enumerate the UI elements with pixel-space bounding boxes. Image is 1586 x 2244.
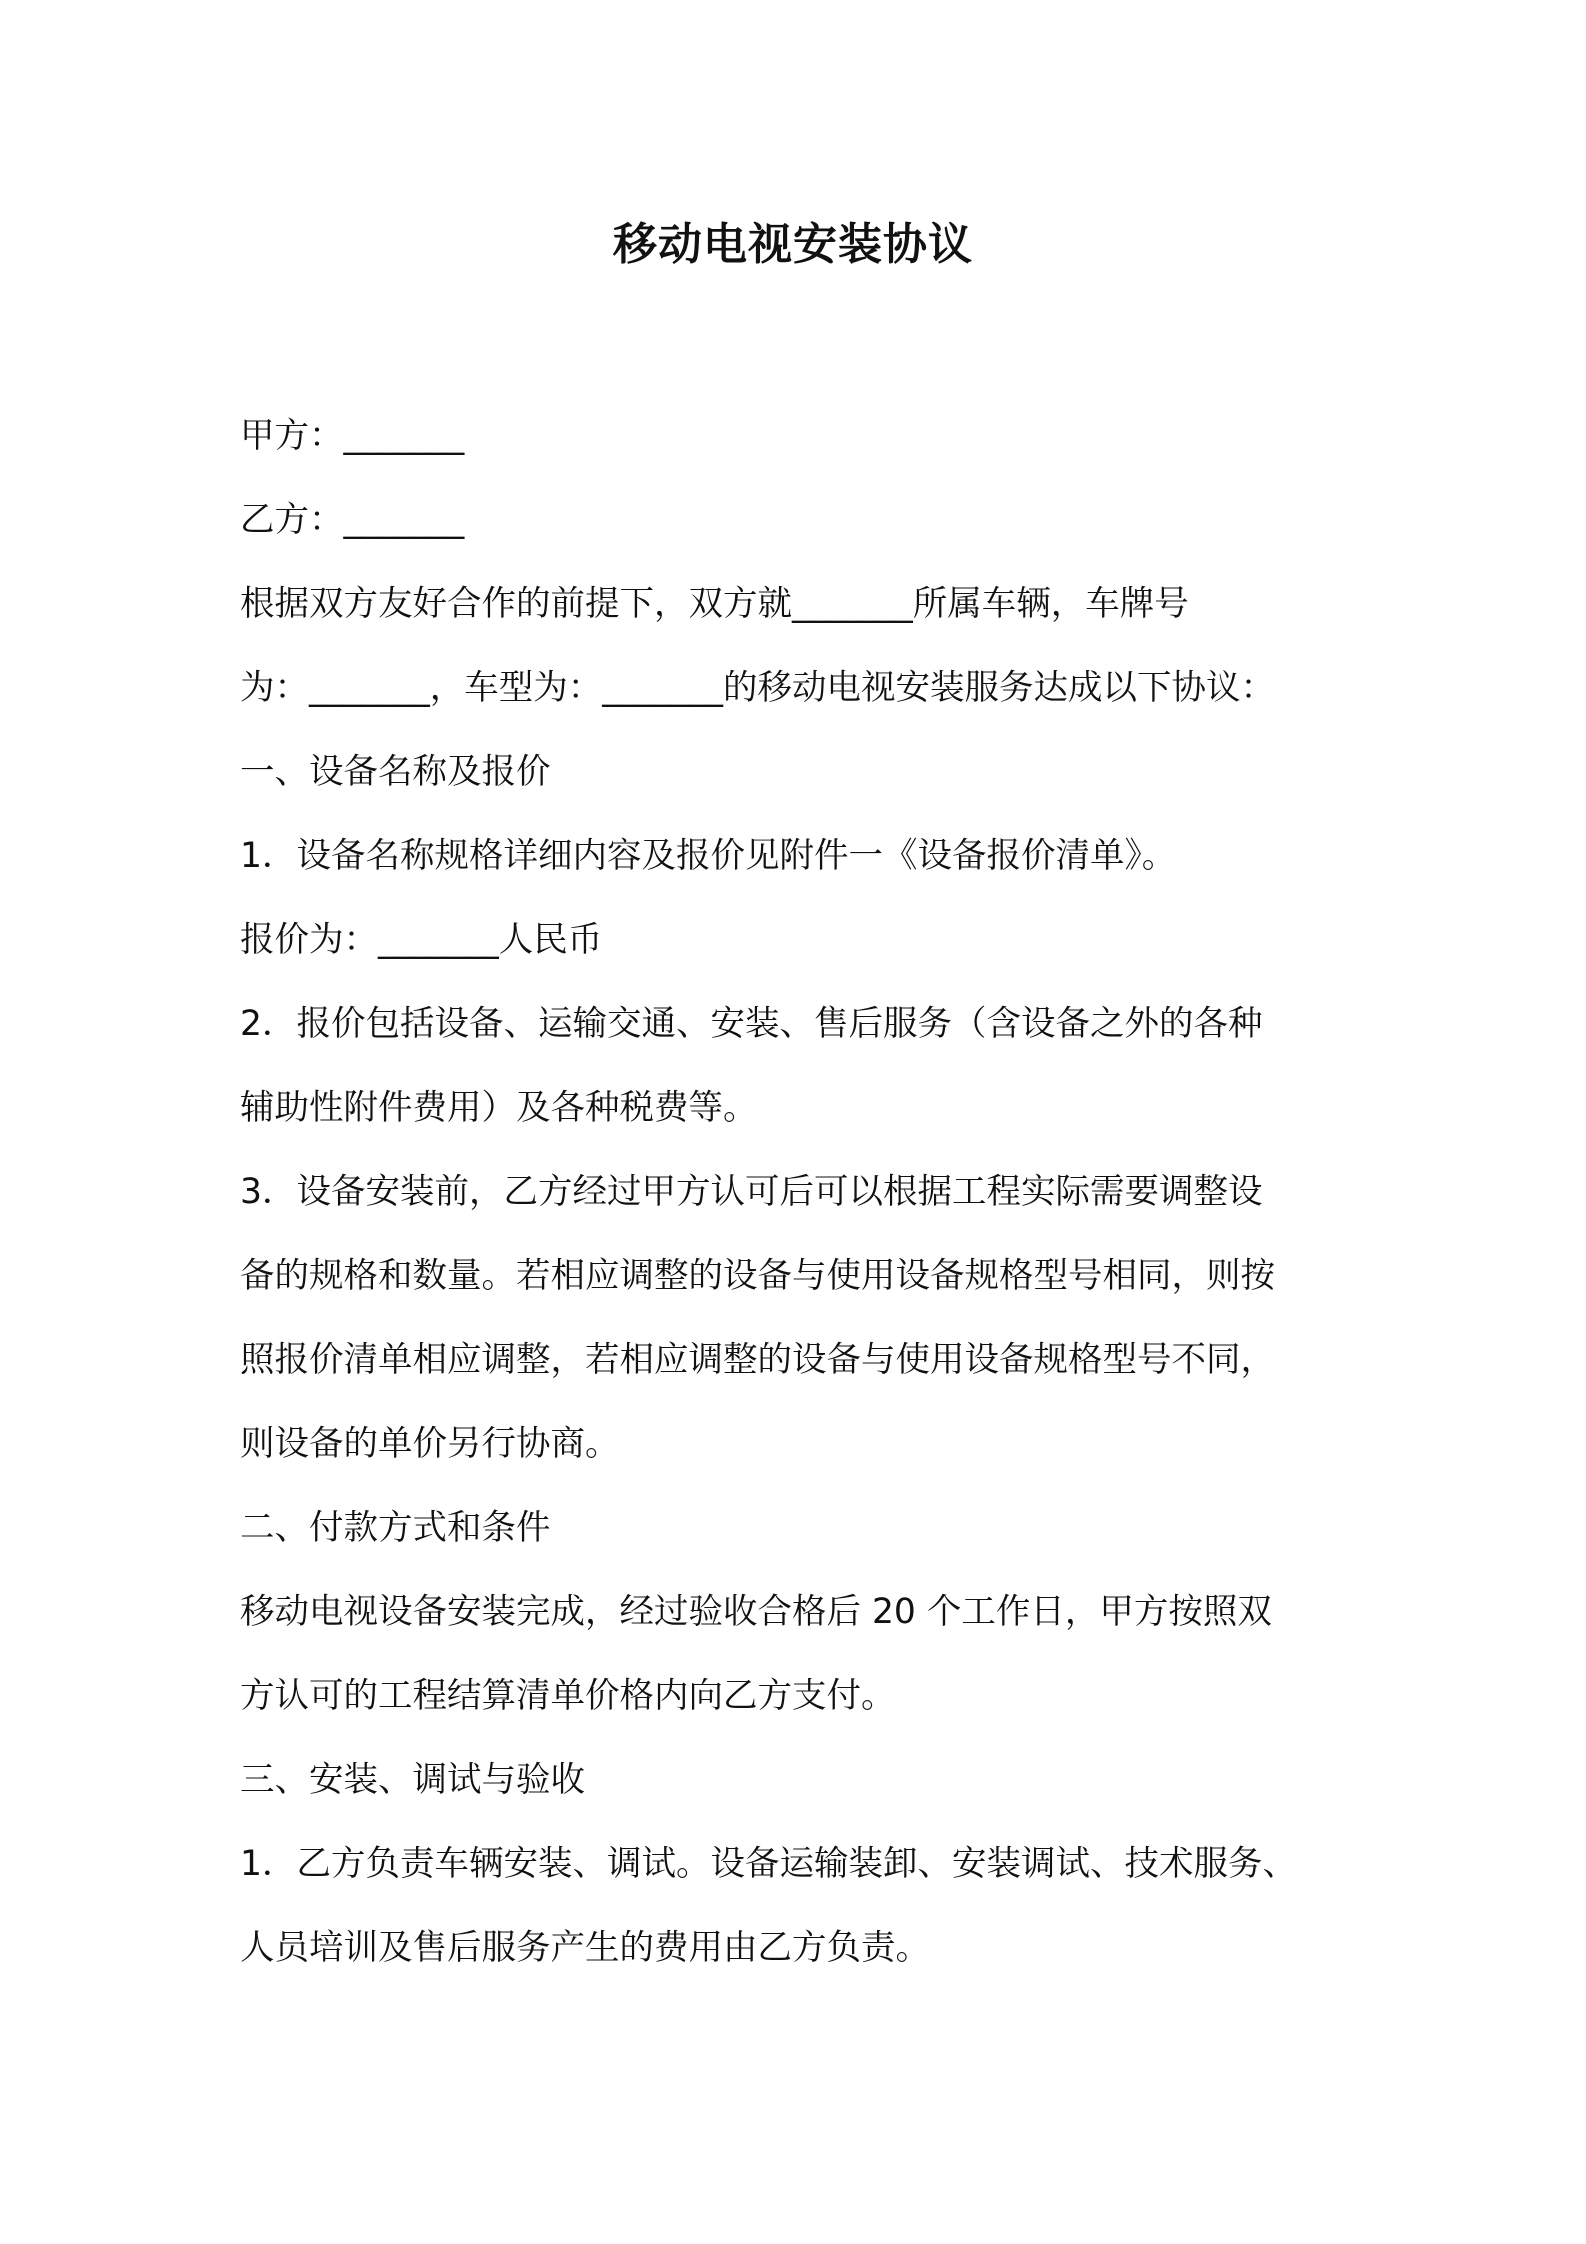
section-heading: 三、安装、调试与验收	[240, 1760, 585, 1800]
paragraph-line: 1．设备名称规格详细内容及报价见附件一《设备报价清单》。	[240, 836, 1177, 876]
party-b-line: 乙方：_______	[240, 500, 465, 540]
section-heading: 一、设备名称及报价	[240, 752, 551, 792]
paragraph-line: 照报价清单相应调整，若相应调整的设备与使用设备规格型号不同，	[240, 1340, 1275, 1380]
paragraph-line: 辅助性附件费用）及各种税费等。	[240, 1088, 758, 1128]
paragraph-line: 1．乙方负责车辆安装、调试。设备运输装卸、安装调试、技术服务、	[240, 1844, 1297, 1884]
paragraph-line: 为：_______，车型为：_______的移动电视安装服务达成以下协议：	[240, 668, 1275, 708]
section-heading: 二、付款方式和条件	[240, 1508, 551, 1548]
paragraph-line: 方认可的工程结算清单价格内向乙方支付。	[240, 1676, 896, 1716]
paragraph-line: 2．报价包括设备、运输交通、安装、售后服务（含设备之外的各种	[240, 1004, 1263, 1044]
paragraph-line: 则设备的单价另行协商。	[240, 1424, 620, 1464]
paragraph-line: 3．设备安装前，乙方经过甲方认可后可以根据工程实际需要调整设	[240, 1172, 1263, 1212]
party-a-line: 甲方：_______	[240, 416, 465, 456]
document-title: 移动电视安装协议	[613, 219, 973, 270]
paragraph-line: 报价为：_______人民币	[240, 920, 603, 960]
paragraph-line: 人员培训及售后服务产生的费用由乙方负责。	[240, 1928, 930, 1968]
paragraph-line: 根据双方友好合作的前提下，双方就_______所属车辆，车牌号	[240, 584, 1189, 624]
paragraph-line: 备的规格和数量。若相应调整的设备与使用设备规格型号相同，则按	[240, 1256, 1275, 1296]
paragraph-line: 移动电视设备安装完成，经过验收合格后 20 个工作日，甲方按照双	[240, 1592, 1272, 1632]
